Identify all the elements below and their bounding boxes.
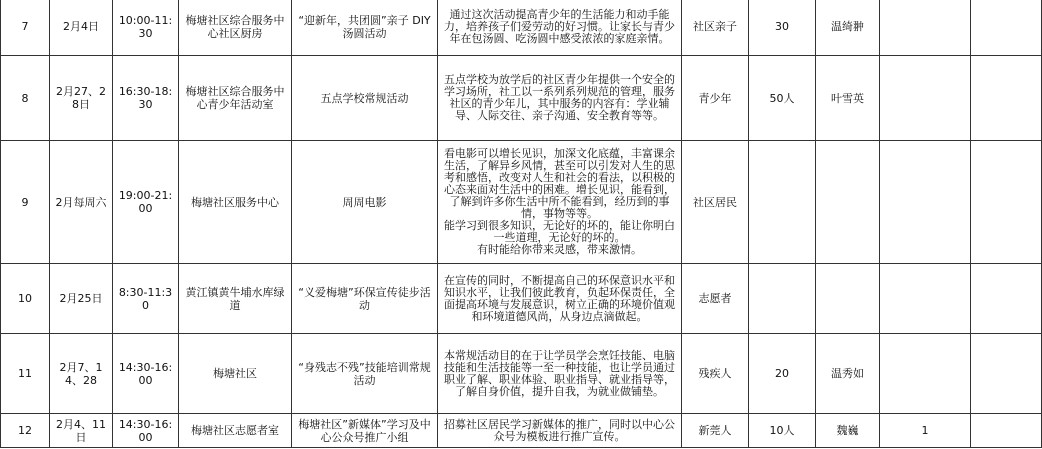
description-paragraph: 有时能给你带来灵感，带来激情。 bbox=[477, 243, 642, 256]
date-cell: 2月7、14、28 bbox=[50, 334, 113, 414]
location-cell: 梅塘社区综合服务中心社区厨房 bbox=[179, 0, 292, 56]
contact-person-cell: 温绮翀 bbox=[816, 0, 880, 56]
date-cell: 2月4日 bbox=[50, 0, 113, 56]
blank-cell bbox=[971, 264, 1042, 334]
description-cell bbox=[438, 334, 682, 414]
blank-cell bbox=[971, 414, 1042, 448]
description-cell bbox=[438, 264, 682, 334]
description-cell bbox=[438, 414, 682, 448]
row-number-cell: 12 bbox=[1, 414, 50, 448]
row-number-cell: 11 bbox=[1, 334, 50, 414]
date-cell: 2月4、11日 bbox=[50, 414, 113, 448]
blank-cell bbox=[971, 334, 1042, 414]
location-cell: 梅塘社区志愿者室 bbox=[179, 414, 292, 448]
table-row bbox=[1, 141, 1042, 264]
description-paragraph: 看电影可以增长见识，加深文化底蕴，丰富课余生活，了解异乡风情，甚至可以引发对人生的思考和感悟，改变对人生和社会的看法，以积极的心态来面对生活中的困难。增长见识，能看到，了解到许多你生活中所不能看到，经历到的事情，事物等等。 bbox=[444, 147, 675, 220]
description-cell bbox=[438, 141, 682, 264]
description-paragraph: 招募社区居民学习新媒体的推广，同时以中心公众号为模板进行推广宣传。 bbox=[444, 417, 675, 443]
participant-count-cell: 30 bbox=[749, 0, 816, 56]
contact-person-cell: 叶雪英 bbox=[816, 56, 880, 141]
table-body bbox=[1, 0, 1042, 448]
activity-name-cell: “迎新年，共团圆”亲子 DIY 汤圆活动 bbox=[292, 0, 438, 56]
location-cell: 梅塘社区 bbox=[179, 334, 292, 414]
time-cell: 14:30-16:00 bbox=[113, 414, 179, 448]
activity-name-cell: 五点学校常规活动 bbox=[292, 56, 438, 141]
table-row bbox=[1, 264, 1042, 334]
row-number-cell: 9 bbox=[1, 141, 50, 264]
description-paragraph: 在宣传的同时，不断提高自己的环保意识水平和知识水平，让我们彼此教育，负起环保责任，全面提高环境与发展意识，树立正确的环境价值观和环境道德风尚，从身边点滴做起。 bbox=[444, 273, 675, 323]
participant-count-cell: 10人 bbox=[749, 414, 816, 448]
activity-name-cell: “身残志不残”技能培训常规活动 bbox=[292, 334, 438, 414]
date-cell: 2月25日 bbox=[50, 264, 113, 334]
row-number-cell: 10 bbox=[1, 264, 50, 334]
time-cell: 14:30-16:00 bbox=[113, 334, 179, 414]
extra-cell bbox=[880, 56, 971, 141]
blank-cell bbox=[971, 56, 1042, 141]
participant-count-cell bbox=[749, 141, 816, 264]
target-group-cell: 社区亲子 bbox=[682, 0, 749, 56]
row-number-cell: 8 bbox=[1, 56, 50, 141]
description-paragraph: 本常规活动目的在于让学员学会烹饪技能、电脑技能和生活技能等一至一种技能，也让学员通过职业了解、职业体验、职业指导、就业指导等，了解自身价值，提升自我，为就业做铺垫。 bbox=[444, 348, 675, 398]
description-cell bbox=[438, 0, 682, 56]
time-cell: 16:30-18:30 bbox=[113, 56, 179, 141]
location-cell: 黄江镇黄牛埔水库绿道 bbox=[179, 264, 292, 334]
row-number-cell: 7 bbox=[1, 0, 50, 56]
date-cell: 2月27、28日 bbox=[50, 56, 113, 141]
participant-count-cell: 50人 bbox=[749, 56, 816, 141]
contact-person-cell: 温秀如 bbox=[816, 334, 880, 414]
table-row bbox=[1, 56, 1042, 141]
target-group-cell: 残疾人 bbox=[682, 334, 749, 414]
description-paragraph: 能学习到很多知识，无论好的坏的，能让你明白一些道理，无论好的坏的。 bbox=[444, 219, 675, 244]
activity-name-cell: “义爱梅塘”环保宣传徒步活动 bbox=[292, 264, 438, 334]
activity-name-cell: 梅塘社区”新媒体”学习及中心公众号推广小组 bbox=[292, 414, 438, 448]
blank-cell bbox=[971, 0, 1042, 56]
time-cell: 19:00-21:00 bbox=[113, 141, 179, 264]
target-group-cell: 志愿者 bbox=[682, 264, 749, 334]
time-cell: 10:00-11:30 bbox=[113, 0, 179, 56]
activity-name-cell: 周周电影 bbox=[292, 141, 438, 264]
extra-cell bbox=[880, 264, 971, 334]
table-row bbox=[1, 414, 1042, 448]
location-cell: 梅塘社区服务中心 bbox=[179, 141, 292, 264]
time-cell: 8:30-11:30 bbox=[113, 264, 179, 334]
target-group-cell: 社区居民 bbox=[682, 141, 749, 264]
description-paragraph: 五点学校为放学后的社区青少年提供一个安全的学习场所，社工以一系列系列规范的管理，服务社区的青少年儿，其中服务的内容有：学业辅导、人际交往、亲子沟通、安全教育等等。 bbox=[444, 73, 675, 122]
participant-count-cell bbox=[749, 264, 816, 334]
date-cell: 2月每周六 bbox=[50, 141, 113, 264]
table-row bbox=[1, 0, 1042, 56]
description-cell bbox=[438, 56, 682, 141]
table-row bbox=[1, 334, 1042, 414]
location-cell: 梅塘社区综合服务中心青少年活动室 bbox=[179, 56, 292, 141]
target-group-cell: 青少年 bbox=[682, 56, 749, 141]
extra-cell bbox=[880, 141, 971, 264]
blank-cell bbox=[971, 141, 1042, 264]
extra-cell bbox=[880, 0, 971, 56]
contact-person-cell bbox=[816, 141, 880, 264]
participant-count-cell: 20 bbox=[749, 334, 816, 414]
description-paragraph: 通过这次活动提高青少年的生活能力和动手能力，培养孩子们爱劳动的好习惯。让家长与青少年在包汤圆、吃汤圆中感受浓浓的家庭亲情。 bbox=[444, 7, 675, 45]
target-group-cell: 新莞人 bbox=[682, 414, 749, 448]
contact-person-cell bbox=[816, 264, 880, 334]
extra-cell: 1 bbox=[880, 414, 971, 448]
extra-cell bbox=[880, 334, 971, 414]
contact-person-cell: 魏巍 bbox=[816, 414, 880, 448]
